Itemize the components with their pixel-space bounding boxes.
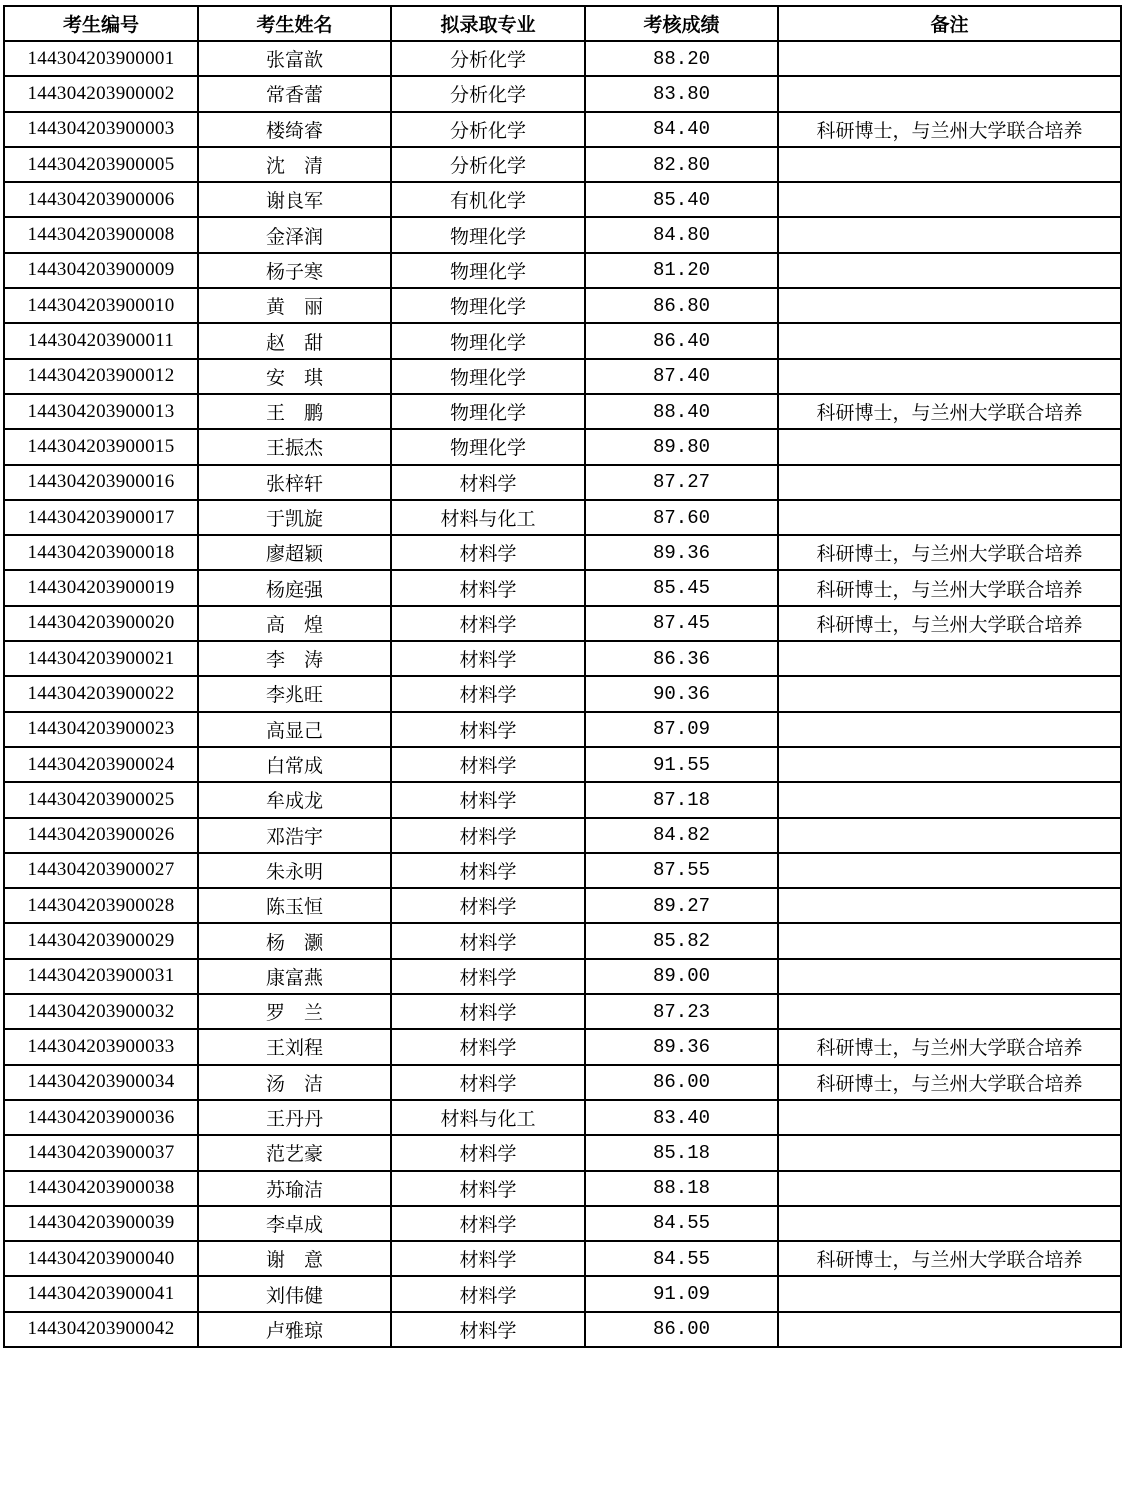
cell-assessment-score: 87.09 <box>585 712 778 747</box>
table-row <box>4 1065 1121 1100</box>
cell-assessment-score: 91.55 <box>585 747 778 782</box>
table-row <box>4 1206 1121 1241</box>
cell-assessment-score: 85.40 <box>585 182 778 217</box>
cell-candidate-id: 144304203900021 <box>4 641 198 676</box>
cell-admitted-major: 材料与化工 <box>391 500 585 535</box>
table-row <box>4 923 1121 958</box>
cell-assessment-score: 89.80 <box>585 429 778 464</box>
cell-candidate-name: 邓浩宇 <box>198 818 391 853</box>
cell-remarks <box>778 1312 1121 1347</box>
cell-candidate-id: 144304203900016 <box>4 465 198 500</box>
cell-candidate-name: 王振杰 <box>198 429 391 464</box>
cell-candidate-id: 144304203900026 <box>4 818 198 853</box>
table-row <box>4 1100 1121 1135</box>
cell-candidate-id: 144304203900040 <box>4 1241 198 1276</box>
cell-candidate-id: 144304203900003 <box>4 112 198 147</box>
cell-candidate-name: 杨 灏 <box>198 923 391 958</box>
table-row <box>4 888 1121 923</box>
cell-candidate-id: 144304203900022 <box>4 676 198 711</box>
cell-assessment-score: 86.00 <box>585 1312 778 1347</box>
cell-candidate-id: 144304203900008 <box>4 217 198 252</box>
table-row <box>4 818 1121 853</box>
cell-admitted-major: 材料学 <box>391 570 585 605</box>
cell-remarks <box>778 853 1121 888</box>
cell-admitted-major: 材料学 <box>391 712 585 747</box>
cell-candidate-name: 金泽润 <box>198 217 391 252</box>
cell-candidate-id: 144304203900038 <box>4 1171 198 1206</box>
cell-candidate-name: 李卓成 <box>198 1206 391 1241</box>
cell-remarks <box>778 676 1121 711</box>
cell-remarks: 科研博士，与兰州大学联合培养 <box>778 570 1121 605</box>
cell-admitted-major: 物理化学 <box>391 323 585 358</box>
table-row <box>4 676 1121 711</box>
cell-candidate-name: 杨子寒 <box>198 253 391 288</box>
cell-admitted-major: 材料学 <box>391 1312 585 1347</box>
cell-admitted-major: 分析化学 <box>391 112 585 147</box>
table-row <box>4 394 1121 429</box>
cell-assessment-score: 81.20 <box>585 253 778 288</box>
cell-candidate-id: 144304203900042 <box>4 1312 198 1347</box>
cell-candidate-name: 李 涛 <box>198 641 391 676</box>
cell-remarks <box>778 429 1121 464</box>
cell-assessment-score: 84.80 <box>585 217 778 252</box>
table-row <box>4 747 1121 782</box>
cell-remarks <box>778 76 1121 111</box>
cell-remarks: 科研博士，与兰州大学联合培养 <box>778 394 1121 429</box>
cell-remarks <box>778 323 1121 358</box>
cell-remarks: 科研博士，与兰州大学联合培养 <box>778 535 1121 570</box>
cell-candidate-name: 张梓轩 <box>198 465 391 500</box>
cell-remarks <box>778 1276 1121 1311</box>
cell-candidate-id: 144304203900025 <box>4 782 198 817</box>
cell-admitted-major: 材料学 <box>391 1065 585 1100</box>
cell-assessment-score: 87.60 <box>585 500 778 535</box>
cell-candidate-id: 144304203900024 <box>4 747 198 782</box>
table-row <box>4 76 1121 111</box>
cell-candidate-id: 144304203900011 <box>4 323 198 358</box>
cell-assessment-score: 89.00 <box>585 959 778 994</box>
cell-candidate-name: 陈玉恒 <box>198 888 391 923</box>
cell-remarks <box>778 1100 1121 1135</box>
cell-candidate-name: 高 煌 <box>198 606 391 641</box>
table-row <box>4 606 1121 641</box>
cell-candidate-name: 沈 清 <box>198 147 391 182</box>
cell-assessment-score: 84.55 <box>585 1241 778 1276</box>
cell-assessment-score: 89.36 <box>585 1029 778 1064</box>
cell-candidate-id: 144304203900005 <box>4 147 198 182</box>
cell-admitted-major: 材料学 <box>391 994 585 1029</box>
admission-table <box>3 5 1122 1348</box>
cell-candidate-id: 144304203900006 <box>4 182 198 217</box>
cell-candidate-id: 144304203900033 <box>4 1029 198 1064</box>
cell-candidate-id: 144304203900028 <box>4 888 198 923</box>
cell-assessment-score: 87.45 <box>585 606 778 641</box>
cell-admitted-major: 材料学 <box>391 959 585 994</box>
cell-remarks <box>778 500 1121 535</box>
cell-candidate-id: 144304203900023 <box>4 712 198 747</box>
header-admitted-major: 拟录取专业 <box>391 6 585 41</box>
cell-admitted-major: 物理化学 <box>391 429 585 464</box>
cell-remarks <box>778 1206 1121 1241</box>
cell-admitted-major: 材料学 <box>391 1241 585 1276</box>
cell-admitted-major: 分析化学 <box>391 147 585 182</box>
cell-assessment-score: 89.36 <box>585 535 778 570</box>
table-row <box>4 959 1121 994</box>
cell-candidate-id: 144304203900031 <box>4 959 198 994</box>
cell-candidate-name: 罗 兰 <box>198 994 391 1029</box>
cell-admitted-major: 材料学 <box>391 888 585 923</box>
cell-assessment-score: 84.82 <box>585 818 778 853</box>
table-row <box>4 500 1121 535</box>
cell-assessment-score: 90.36 <box>585 676 778 711</box>
cell-admitted-major: 材料学 <box>391 465 585 500</box>
table-row <box>4 112 1121 147</box>
cell-remarks <box>778 359 1121 394</box>
cell-admitted-major: 有机化学 <box>391 182 585 217</box>
cell-candidate-name: 王刘程 <box>198 1029 391 1064</box>
table-row <box>4 535 1121 570</box>
cell-remarks: 科研博士，与兰州大学联合培养 <box>778 112 1121 147</box>
cell-candidate-name: 常香蕾 <box>198 76 391 111</box>
cell-admitted-major: 材料学 <box>391 747 585 782</box>
cell-assessment-score: 88.40 <box>585 394 778 429</box>
cell-remarks <box>778 217 1121 252</box>
cell-candidate-id: 144304203900034 <box>4 1065 198 1100</box>
table-row <box>4 465 1121 500</box>
cell-candidate-name: 刘伟健 <box>198 1276 391 1311</box>
cell-assessment-score: 87.27 <box>585 465 778 500</box>
cell-candidate-name: 高显己 <box>198 712 391 747</box>
cell-candidate-name: 白常成 <box>198 747 391 782</box>
cell-admitted-major: 材料学 <box>391 641 585 676</box>
header-remarks: 备注 <box>778 6 1121 41</box>
cell-remarks <box>778 1171 1121 1206</box>
cell-assessment-score: 85.45 <box>585 570 778 605</box>
table-row <box>4 253 1121 288</box>
cell-candidate-name: 安 琪 <box>198 359 391 394</box>
cell-assessment-score: 87.18 <box>585 782 778 817</box>
cell-candidate-id: 144304203900036 <box>4 1100 198 1135</box>
cell-candidate-id: 144304203900020 <box>4 606 198 641</box>
cell-remarks <box>778 747 1121 782</box>
table-row <box>4 782 1121 817</box>
cell-admitted-major: 材料学 <box>391 676 585 711</box>
cell-admitted-major: 物理化学 <box>391 253 585 288</box>
cell-assessment-score: 87.40 <box>585 359 778 394</box>
table-row <box>4 1276 1121 1311</box>
cell-assessment-score: 83.40 <box>585 1100 778 1135</box>
table-row <box>4 570 1121 605</box>
cell-assessment-score: 87.23 <box>585 994 778 1029</box>
cell-candidate-name: 楼绮睿 <box>198 112 391 147</box>
cell-admitted-major: 材料学 <box>391 1135 585 1170</box>
cell-candidate-name: 谢 意 <box>198 1241 391 1276</box>
cell-assessment-score: 89.27 <box>585 888 778 923</box>
cell-candidate-name: 王 鹏 <box>198 394 391 429</box>
cell-candidate-name: 赵 甜 <box>198 323 391 358</box>
cell-candidate-name: 王丹丹 <box>198 1100 391 1135</box>
cell-assessment-score: 84.55 <box>585 1206 778 1241</box>
cell-candidate-name: 李兆旺 <box>198 676 391 711</box>
cell-candidate-name: 张富歆 <box>198 41 391 76</box>
cell-remarks <box>778 959 1121 994</box>
cell-candidate-name: 苏瑜洁 <box>198 1171 391 1206</box>
table-row <box>4 853 1121 888</box>
cell-admitted-major: 物理化学 <box>391 359 585 394</box>
cell-candidate-name: 谢良军 <box>198 182 391 217</box>
cell-admitted-major: 材料学 <box>391 818 585 853</box>
cell-candidate-name: 范艺豪 <box>198 1135 391 1170</box>
cell-candidate-name: 廖超颖 <box>198 535 391 570</box>
cell-remarks: 科研博士，与兰州大学联合培养 <box>778 1241 1121 1276</box>
cell-admitted-major: 材料学 <box>391 923 585 958</box>
cell-candidate-id: 144304203900002 <box>4 76 198 111</box>
cell-remarks <box>778 147 1121 182</box>
cell-assessment-score: 84.40 <box>585 112 778 147</box>
table-row <box>4 994 1121 1029</box>
cell-admitted-major: 物理化学 <box>391 394 585 429</box>
cell-assessment-score: 86.40 <box>585 323 778 358</box>
cell-admitted-major: 材料学 <box>391 1029 585 1064</box>
header-candidate-name: 考生姓名 <box>198 6 391 41</box>
cell-candidate-id: 144304203900037 <box>4 1135 198 1170</box>
cell-candidate-name: 卢雅琼 <box>198 1312 391 1347</box>
cell-remarks <box>778 1135 1121 1170</box>
cell-candidate-name: 牟成龙 <box>198 782 391 817</box>
table-row <box>4 712 1121 747</box>
table-row <box>4 182 1121 217</box>
cell-assessment-score: 85.18 <box>585 1135 778 1170</box>
cell-candidate-id: 144304203900009 <box>4 253 198 288</box>
cell-remarks <box>778 182 1121 217</box>
cell-assessment-score: 85.82 <box>585 923 778 958</box>
cell-remarks: 科研博士，与兰州大学联合培养 <box>778 1065 1121 1100</box>
cell-assessment-score: 86.80 <box>585 288 778 323</box>
cell-admitted-major: 材料学 <box>391 1276 585 1311</box>
cell-remarks <box>778 712 1121 747</box>
cell-candidate-name: 康富燕 <box>198 959 391 994</box>
cell-candidate-name: 汤 洁 <box>198 1065 391 1100</box>
table-row <box>4 1241 1121 1276</box>
cell-remarks: 科研博士，与兰州大学联合培养 <box>778 1029 1121 1064</box>
cell-admitted-major: 物理化学 <box>391 217 585 252</box>
cell-admitted-major: 分析化学 <box>391 76 585 111</box>
header-candidate-id: 考生编号 <box>4 6 198 41</box>
table-row <box>4 147 1121 182</box>
table-row <box>4 429 1121 464</box>
cell-admitted-major: 材料学 <box>391 606 585 641</box>
cell-assessment-score: 83.80 <box>585 76 778 111</box>
cell-assessment-score: 88.20 <box>585 41 778 76</box>
cell-candidate-id: 144304203900010 <box>4 288 198 323</box>
cell-remarks <box>778 923 1121 958</box>
header-row <box>4 6 1121 41</box>
cell-candidate-id: 144304203900015 <box>4 429 198 464</box>
cell-candidate-id: 144304203900027 <box>4 853 198 888</box>
cell-candidate-id: 144304203900013 <box>4 394 198 429</box>
cell-assessment-score: 88.18 <box>585 1171 778 1206</box>
cell-candidate-id: 144304203900018 <box>4 535 198 570</box>
cell-admitted-major: 材料学 <box>391 1206 585 1241</box>
cell-candidate-name: 朱永明 <box>198 853 391 888</box>
cell-remarks <box>778 782 1121 817</box>
cell-assessment-score: 82.80 <box>585 147 778 182</box>
cell-remarks <box>778 41 1121 76</box>
cell-candidate-name: 杨庭强 <box>198 570 391 605</box>
cell-candidate-id: 144304203900041 <box>4 1276 198 1311</box>
cell-candidate-id: 144304203900032 <box>4 994 198 1029</box>
cell-admitted-major: 材料学 <box>391 853 585 888</box>
cell-admitted-major: 材料学 <box>391 782 585 817</box>
cell-candidate-id: 144304203900001 <box>4 41 198 76</box>
cell-candidate-name: 黄 丽 <box>198 288 391 323</box>
cell-admitted-major: 材料学 <box>391 1171 585 1206</box>
table-row <box>4 288 1121 323</box>
table-row <box>4 641 1121 676</box>
table-row <box>4 359 1121 394</box>
cell-candidate-id: 144304203900039 <box>4 1206 198 1241</box>
cell-assessment-score: 87.55 <box>585 853 778 888</box>
cell-remarks <box>778 465 1121 500</box>
cell-candidate-id: 144304203900012 <box>4 359 198 394</box>
table-body <box>4 41 1121 1347</box>
table-row <box>4 1135 1121 1170</box>
cell-assessment-score: 91.09 <box>585 1276 778 1311</box>
cell-remarks <box>778 288 1121 323</box>
cell-remarks: 科研博士，与兰州大学联合培养 <box>778 606 1121 641</box>
cell-remarks <box>778 818 1121 853</box>
cell-assessment-score: 86.36 <box>585 641 778 676</box>
cell-candidate-id: 144304203900019 <box>4 570 198 605</box>
cell-assessment-score: 86.00 <box>585 1065 778 1100</box>
cell-remarks <box>778 994 1121 1029</box>
cell-remarks <box>778 641 1121 676</box>
cell-remarks <box>778 253 1121 288</box>
cell-candidate-id: 144304203900017 <box>4 500 198 535</box>
table-row <box>4 1171 1121 1206</box>
cell-admitted-major: 分析化学 <box>391 41 585 76</box>
cell-admitted-major: 物理化学 <box>391 288 585 323</box>
table-row <box>4 41 1121 76</box>
cell-remarks <box>778 888 1121 923</box>
table-header <box>4 6 1121 41</box>
cell-candidate-name: 于凯旋 <box>198 500 391 535</box>
cell-candidate-id: 144304203900029 <box>4 923 198 958</box>
cell-admitted-major: 材料与化工 <box>391 1100 585 1135</box>
header-assessment-score: 考核成绩 <box>585 6 778 41</box>
table-row <box>4 217 1121 252</box>
cell-admitted-major: 材料学 <box>391 535 585 570</box>
table-row <box>4 1312 1121 1347</box>
table-row <box>4 1029 1121 1064</box>
table-row <box>4 323 1121 358</box>
